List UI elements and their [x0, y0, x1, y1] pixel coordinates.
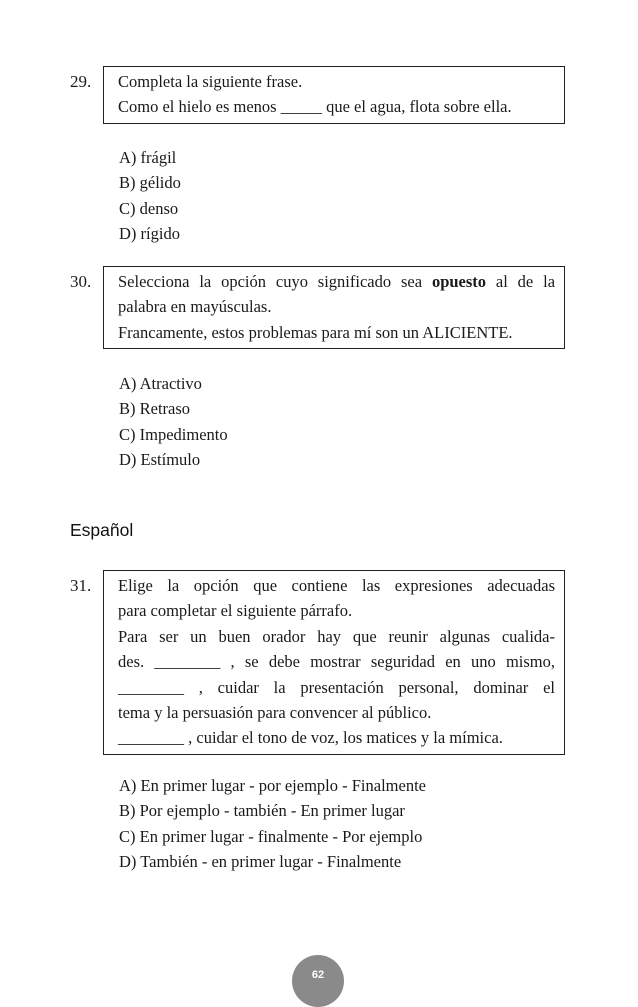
option-b[interactable]: B) Retraso [119, 399, 191, 419]
option-a[interactable]: A) Atractivo [119, 374, 202, 393]
page-number: 62 [311, 969, 325, 981]
option-d[interactable]: D) También - en primer lugar - Finalmente [119, 852, 402, 872]
prompt-line [118, 269, 555, 294]
answer-options [119, 145, 181, 247]
prompt-line: Francamente, estos problemas para mí son un ALICIENTE. [118, 322, 513, 342]
prompt-line: des. ________ , se debe mostrar seguridad en uno mismo, [118, 652, 555, 672]
prompt-text: Selecciona la opción cuyo significado sea [118, 272, 423, 291]
prompt-line: ________ , cuidar la presentación personal, dominar el [118, 677, 555, 697]
option-c[interactable]: C) En primer lugar - finalmente - Por ejemplo [119, 826, 423, 846]
option-c[interactable]: C) denso [119, 198, 179, 218]
answer-options [119, 773, 426, 875]
option-b[interactable]: B) gélido [119, 173, 181, 193]
question-number: 30. [70, 272, 92, 291]
option-d[interactable]: D) Estímulo [119, 450, 201, 470]
prompt-line: Completa la siguiente frase. [118, 72, 303, 91]
section-title: Español [70, 520, 134, 540]
prompt-line: palabra en mayúsculas. [118, 297, 272, 317]
question-prompt-box [103, 570, 565, 755]
option-a[interactable]: A) frágil [119, 148, 177, 167]
question-prompt-box [103, 66, 565, 124]
page-number-badge [292, 955, 344, 1007]
question-prompt-box [103, 266, 565, 349]
prompt-line: Como el hielo es menos _____ que el agua, flota sobre ella. [118, 97, 512, 117]
option-b[interactable]: B) Por ejemplo - también - En primer lugar [119, 801, 405, 821]
prompt-line: Para ser un buen orador hay que reunir algunas cualida- [118, 626, 555, 646]
prompt-line: ________ , cuidar el tono de voz, los matices y la mímica. [118, 728, 503, 748]
question-number: 29. [70, 72, 92, 91]
option-c[interactable]: C) Impedimento [119, 424, 228, 444]
question-number: 31. [70, 576, 92, 595]
option-d[interactable]: D) rígido [119, 224, 180, 244]
emphasis-word: opuesto [431, 272, 487, 291]
option-a[interactable]: A) En primer lugar - por ejemplo - Finalmente [119, 776, 426, 795]
prompt-line: Elige la opción que contiene las expresiones adecuadas [118, 576, 555, 595]
prompt-line: para completar el siguiente párrafo. [118, 601, 353, 621]
answer-options [119, 371, 228, 473]
prompt-text: al de la [495, 272, 556, 291]
prompt-line: tema y la persuasión para convencer al público. [118, 703, 432, 723]
